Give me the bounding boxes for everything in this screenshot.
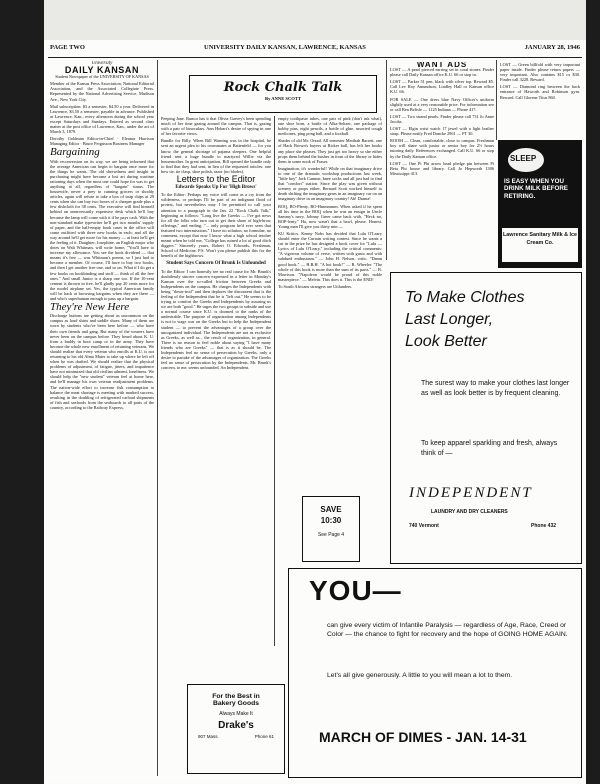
letter-2-title: Student Says Concern Of Brunk Is Unfounded: [166, 261, 266, 267]
want-ad-2: LOST — Parker 51 pen, black with silver top. Reward $5. Call Lev Roy Amundson, Lindley Hall or Kansan office K.U. 66.: [390, 79, 494, 95]
letter-1-title: Edwards Speaks Up For 'High Brows': [175, 185, 257, 191]
march-you: YOU—: [309, 575, 402, 606]
page-header: [44, 44, 586, 56]
sleep-word: SLEEP: [510, 154, 537, 163]
rock-chalk-body-2: Bundle for Billy. When Bill Warning was in the hospital, he sent an urgent plea to his roommates at Battenfeld — for you know, the general shortage of pajama sleepers. One helpful friend sent a huge bundle to martyred Willie via the housemother. In great anticipation, Bill opened the bundle only to find that they had sent, in lieu of the requested articles: one bow tie, tie clasp, shoe polish, razor (no blades).: [161, 138, 271, 174]
want-ad-3: FOR SALE — One dress blue Navy Officer's uniform slightly used at a very reasonable price. For information see or call Ben Belisle — 1125 Indiana — Phone 417.: [390, 96, 494, 112]
drakes-line-3: Always Make It: [219, 711, 253, 717]
column-divider-1: [157, 60, 158, 776]
want-ads-column-2: [500, 62, 580, 140]
editorial-new-here-body: Discharge buttons are getting about as uncommon on the campus as loud shirts and saddle shoes. Many of them are worn by students who've been here before — who have their own friends and gang. But many of the wearers have never been on the campus before. They heard about K. U. from a buddy in boot camp or in the army. They have become the whole new enrollment of returning veterans. We should realize that every veteran who enrolls at K.U. is not returning to his old Alma Mater to take up where he left off when he was drafted. We should realize that the physical problems of adjustment, of fatigue, jitters, and impatience have not minimized that old civilian ailment, loneliness. We should help the "new student" veteran feel at home here, and he'll manage his own veteran readjustment problems. The nation-wide effort to increase fish consumption to balance the meat shortage is meeting with marked success, resulting in the doubling of refrigerated carload shipments of fish and seafoods from the seaboards to all parts of the country, according to the Railway Express.: [50, 313, 154, 410]
column-divider-3: [386, 60, 387, 260]
editorial-column: [50, 61, 154, 776]
drakes-line-2: Bakery Goods: [212, 700, 260, 707]
want-ad-5: LOST — Elgin wrist watch 17 jewel with a light leather strap. Please notify Fred Dancke 2961 — PT 30.: [390, 126, 494, 137]
paper-title: UNIVERSITY DAILY KANSAN, LAWRENCE, KANSAS: [204, 44, 366, 51]
editorial-bargaining-body: With reconversion on its way, we are being informed that the average American can begin to bargain once more for the things he wants. The old shrewdness and insight in purchasing might have become a lost art during wartime rationing days when the most one could hope for was to get anything at all, regardless of "bargain" status. The housewife, never a prey to cunning grocers or shoddy articles, again will refuse to take a box of soap chips at 29 cents when she can buy two boxes of a cheaper grade plus a few dishcloth for 38 cents. The executive will find himself behind an unnecessarily expensive desk which he'll buy because the lamp will come with it if he pays cash. With the non-standard make typewriter he'll get two months' supply of paper, and the half-empty book cases in the office will come outfitted with three new books in each; and all the way around he'll get more for his money — at least he'll get the feeling of it. Daughter, Josephine, an English major who dotes on Walt Whitman, will write home, "You'll have to increase my allowance. You see the book dividend — that means it's free — was Whitman's poems, so I just had to become a member. Of course, I'll have to buy two books, and then I get another free one, and so on. What if I do get a few books on bookbinding and stuff — think of all the free ones." And small Junior is a sharp one too. If the 10-cent cement is thrown in free, he'll gladly pay 20 cents more for the model airplane set. Yes, the typical American family will be back at browsing bargains when they are there — and who's superhuman enough to pass up a bargain.: [50, 158, 154, 302]
masthead-staff: Dorothy Goldman Editor-in-Chief · Eleanor Harrison Managing Editor · Bruce Fergusson Business Manager: [50, 136, 154, 147]
page-number: PAGE TWO: [50, 44, 85, 51]
save-see-page: See Page 4: [317, 532, 345, 538]
want-ad-6: ROOM — Clean, comfortable, close to campus. Freshman boy will share with junior or senior boy for 2½ hours tutoring daily. References exchanged. Call K.U. 66 or stop by the Daily Kansan office.: [390, 138, 494, 159]
want-ad-4: LOST — Two strand pearls. Finder please call 731 Jo Anne Jacobs.: [390, 113, 494, 124]
masthead-university: University: [91, 61, 113, 66]
rock-chalk-body-1: Peeping Jane. Rumor has it that Olivia Garvey's been spending much of her time gazing around the campus. That is, gazing with a pair of binoculars. Ann Hobart's desire of spying in one of her favorite views.: [161, 116, 271, 137]
newspaper-sheet: [44, 40, 586, 780]
drakes-contact: [188, 734, 284, 739]
want-ad-9: LOST — Diamond ring between the back entrance of Haworth and Robinson gym. Reward. Call Glorene Titus 860.: [500, 84, 580, 100]
rock-chalk-body-6: BOQ, BO-Plenty, BO-Hmmmmm. When asked if he spent all his time in the BOQ when he was an ensign in Uncle Sammy's navy, Johnny Greer came back with, "Heck no, BOP-lenty." Ha, now wasn't that a bawl, please. Honest. Young man I'll give you thirty min —: [278, 203, 382, 229]
march-title: MARCH OF DIMES - JAN. 14-31: [319, 729, 527, 745]
want-ads-title: WANT ADS: [416, 62, 468, 69]
want-ad-7: LOST — One Pi Phi arrow head pledge pin between Pi Beta Phi house and library. Call Jo Hepworth 1306 Mississippi 413.: [390, 160, 494, 176]
drakes-phone: Phone 61: [254, 734, 274, 739]
drakes-address: 907 Mass.: [198, 734, 219, 739]
rock-chalk-body-8: To South Africans strangers are Uitlanders.: [278, 283, 353, 289]
clothes-brand: INDEPENDENT: [409, 485, 533, 501]
save-time: 10:30: [320, 516, 342, 525]
rock-chalk-title-box: [189, 75, 377, 113]
clothes-headline-2: Last Longer,: [405, 311, 494, 328]
sleep-body: IS EASY WHEN YOU DRINK MILK BEFORE RETIRING.: [504, 178, 568, 200]
march-body-2: Let's all give generously. A little to you will mean a lot to them.: [327, 672, 513, 679]
letter-2-body: To the Editor: I can honestly see no real cause for Mr. Brunk's doubtlessly sincere concern expressed in a letter in Monday's Kansan over the so-called friction between Greeks and Independents on the campus. He charges the Independents with being "down-trod" and then deplores the discontent that is the feeling of the Independent that he is "left out." He seems to be trying to comfort the Greeks and Independents by assuring us we are both "good." He urges the two groups to subside and use a normal course since K.U. is doomed to the ranks of the undesirable. The purpose of organization among Independents is not to wage war on the Greeks but to help the Independent student — to prevent the advantages of a group over the unorganized individual. The Independents are not as exclusive as Greeks, as well as... the result of organization, in general. There is no reason to feel noble about saying "I have many friends who are Greeks" — that is as it should be. The Independents feel no sense of persecution by Greeks, only a desire to partake of the advantages of organization. The Greeks feel no sense of persecution by the Independents. Mr. Brunk's concern, to me, seems unfounded. An Independent.: [161, 268, 271, 371]
scan-top-margin: [44, 0, 586, 40]
clothes-brand-sub: LAUNDRY AND DRY CLEANERS: [431, 509, 508, 515]
column-divider-4: [496, 60, 497, 140]
rock-chalk-body-5: Imagination, it's wonderful! While on that imaginary drive to one of the dramatic workshop productions last week, "little boy" Jack Cannon, knee socks and all just had to find that "comfort" station. Since the play was given without scenery or props either, Bernard Scott worked himself to death shifting the imaginary gears in an imaginary car on an imaginary drive in an imaginary country! Ah! Drama!: [278, 165, 382, 202]
independent-laundry-ad: [390, 272, 582, 564]
want-ads-column: [390, 62, 494, 274]
binder-edge-right: [586, 0, 600, 784]
binder-edge-left: [0, 0, 44, 784]
letters-title: Letters to the Editor: [176, 174, 256, 185]
rock-chalk-body-3: empty toothpaste tubes, one pair of pink (don't ask what), one shoe horn, a bottle of Alka-Seltzer, one package of bobby pins, eight pencils, a bottle of glue, assorted cough medicines, ping pong ball, and a football.: [278, 116, 382, 137]
save-ad: [302, 496, 360, 562]
clothes-phone: Phone 432: [531, 523, 557, 529]
want-ad-1: LOST — A pearl pierced earring set in coral stones. Finder please call Daily Kansan office K.U. 66 or stop in.: [390, 67, 494, 78]
drakes-line-1: For the Best in: [212, 693, 260, 700]
letter-1-body: To the Editor: Perhaps my voice will come as a cry from the wilderness, or perhaps I'll be part of an indignant flood of protest, but nevertheless may I be permitted to call your attention to a paragraph in the Jan. 22 "Rock Chalk Talk," beginning as follows: "Long live the Greeks — I've got news for all the folks who turn out to get their share of high-brow offerings," and ending, "... only program he'd ever seen that featured two intermissions." I have no solution, no formulae, no comment, except that now I know what a high school teacher meant when he told me, "College has ruined a lot of good ditch diggers." Sincerely yours, Robert O. Edwards, Freshman, School of Medicine. P.S. Won't you please publish this for the benefit of the highbrows.: [161, 192, 271, 259]
clothes-body-2: To keep apparel sparkling and fresh, always think of —: [421, 440, 558, 457]
sleep-sponsor: Lawrence Sanitary Milk & Ice Cream Co.: [502, 228, 578, 262]
editorial-new-here-title: They're New Here: [50, 301, 130, 314]
column-divider-2: [274, 116, 275, 646]
march-of-dimes-ad: [288, 568, 582, 778]
editorial-bargaining-title: Bargaining: [50, 146, 100, 159]
rock-chalk-byline: By ANNE SCOTT: [265, 96, 301, 101]
rock-chalk-body-7: KU Kritics. Kenny Nobs has decided that Lulu O'Leary should enter the Curtain writing contest. Since he wants a cut in the prize he has designed a book cover for "Lulu — Lyrics of Lulu O'Leary," including the critical comments: "A vigorous volume of verse, written with gusto and with subdued enthusiasm." — John H. Nelson, critic. "Damn good book." — H.B.H. "A hot book!" — R. Wheeler. "The whole of this book is more than the sum of its parts." — B. Morrison. "Napoleon would be proud of this noble masterpiece." — Melvin. This does it. This is the END!: [278, 230, 382, 282]
clothes-headline-1: To Make Clothes: [405, 289, 525, 306]
rock-chalk-body-4: Shades of old Mr. Orzad. All semester Meribah Barrett, one of Hack Brown's buyers at Ricker hall, has left her books any place she pleases. They just get too heavy so she either props them behind the bushes in front of the library or hides them in some nook of Fraser.: [278, 138, 382, 164]
column-three: [278, 116, 382, 488]
drakes-name: Drake's: [218, 720, 254, 731]
want-ad-8: LOST — Green billfold with very important paper inside. Finder please return papers — very important. Also contains $15 or $30. Finder call 3228. Reward.: [500, 62, 580, 83]
drakes-bakery-ad: [187, 684, 285, 774]
march-body-1: can give every victim of Infantile Paralysis — regardless of Age, Race, Creed or Color — the chance to fight for recovery and the hope of GOING HOME AGAIN.: [327, 622, 568, 639]
column-two: [161, 116, 271, 676]
masthead-name: DAILY KANSAN: [64, 65, 140, 76]
masthead-subscription: Mail subscription: $3 a semester, $4.50 a year. Delivered in Lawrence, $3.50 a semester, payable in advance. Published at Lawrence, Kan., every afternoon during the school year except Saturdays and Sundays. Entered as second class matter at the post office of Lawrence, Kan., under the act of March 3, 1879.: [50, 103, 154, 135]
clothes-headline-3: Look Better: [405, 333, 487, 350]
rock-chalk-title: Rock Chalk Talk: [223, 80, 343, 95]
page-date: JANUARY 28, 1946: [524, 44, 580, 51]
clothes-address: 740 Vermont: [409, 523, 439, 529]
clothes-body-1: The surest way to make your clothes last longer as well as look better is by frequent cleaning.: [421, 380, 570, 397]
masthead-tagline: Student Newspaper of the UNIVERSITY OF KANSAS: [55, 74, 149, 80]
sleep-milk-ad: [498, 140, 582, 268]
masthead-info: Member of the Kansas Press Association, National Editorial Association, and the Associated Collegiate Press. Represented by the National Advertising Service, Madison Ave., New York City.: [50, 81, 154, 102]
header-rule: [48, 57, 582, 58]
save-word: SAVE: [320, 505, 342, 514]
